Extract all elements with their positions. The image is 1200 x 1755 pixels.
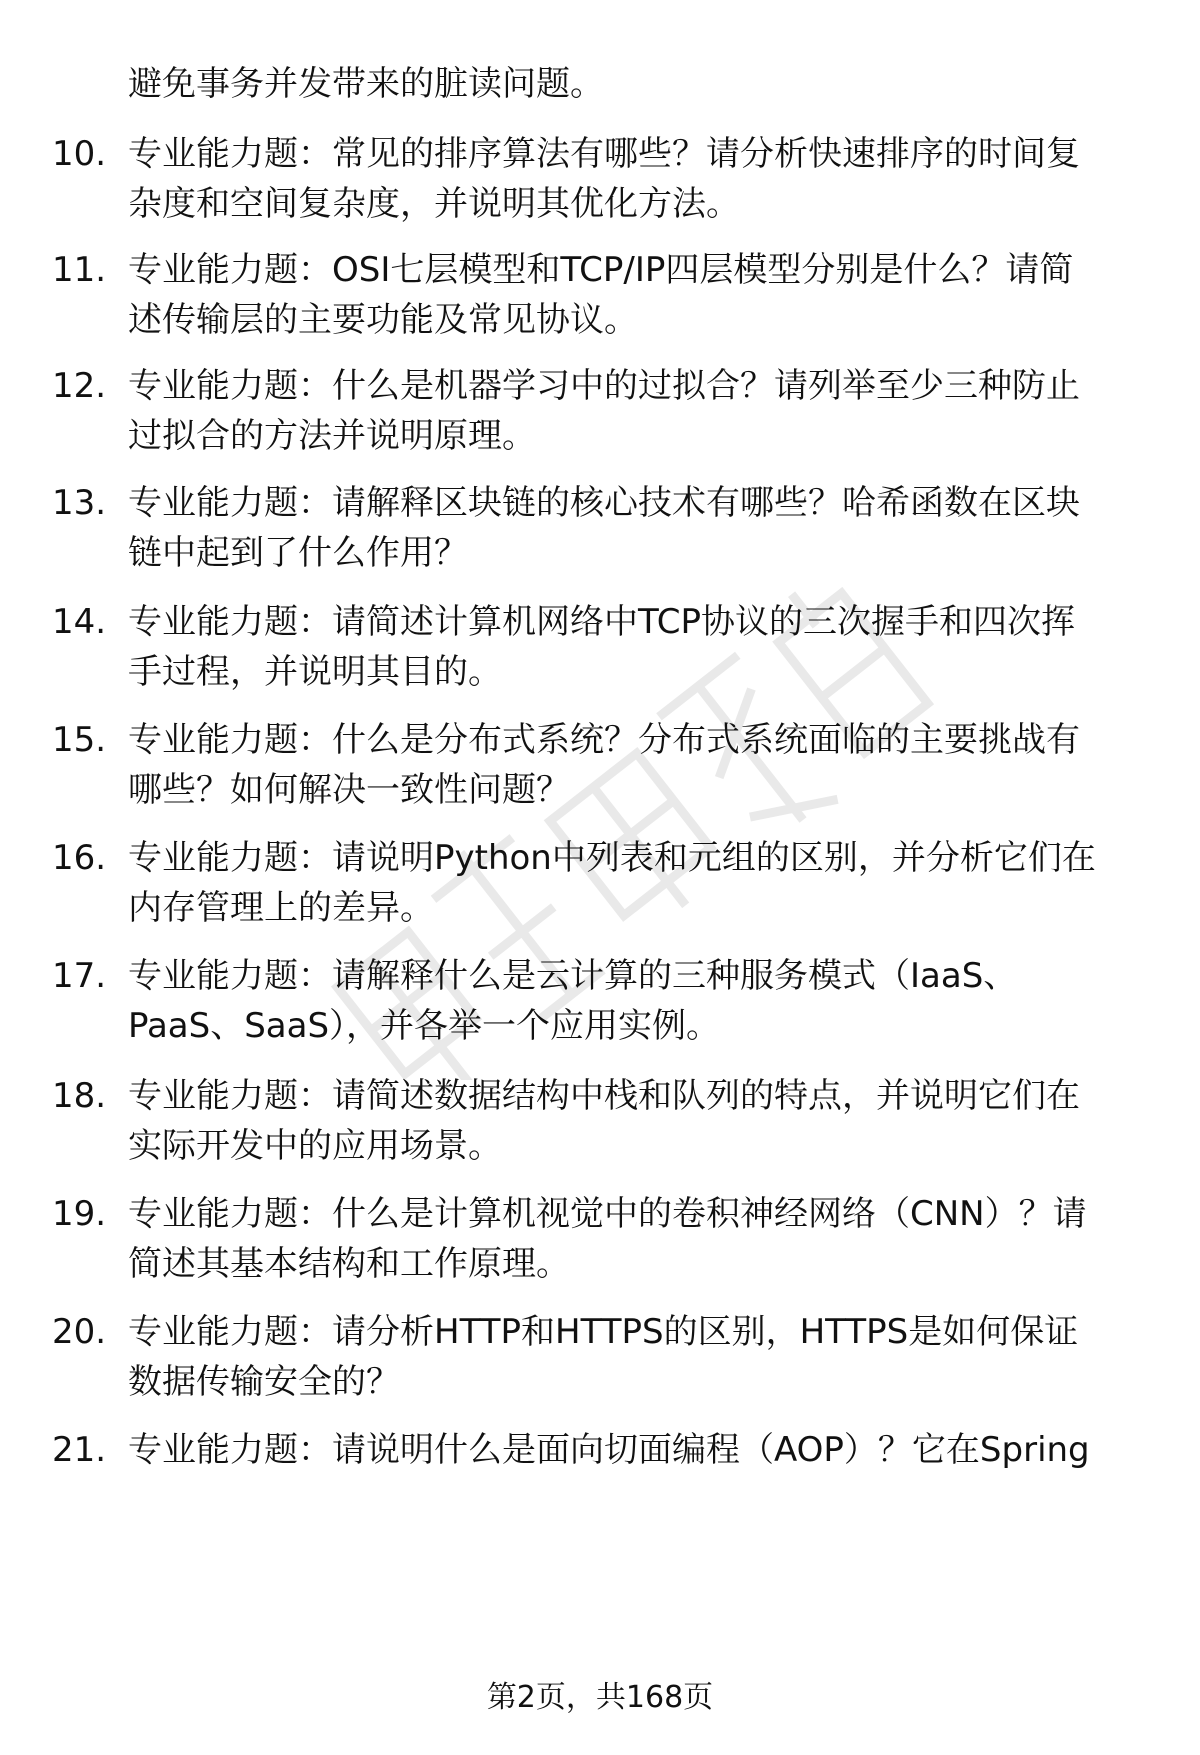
question-item — [52, 596, 1162, 706]
question-text-line: 专业能力题：请解释区块链的核心技术有哪些？哈希函数在区块 — [128, 483, 1080, 523]
question-item — [52, 832, 1162, 942]
question-number: 13. — [52, 483, 107, 523]
question-text-line: 专业能力题：什么是分布式系统？分布式系统面临的主要挑战有 — [128, 720, 1080, 760]
question-number: 18. — [52, 1076, 107, 1116]
question-item — [52, 714, 1162, 824]
question-text-line: 过拟合的方法并说明原理。 — [128, 416, 536, 456]
question-text-line: 实际开发中的应用场景。 — [128, 1126, 502, 1166]
question-item — [52, 1424, 1162, 1534]
question-item — [52, 360, 1162, 470]
question-text-line: 专业能力题：请解释什么是云计算的三种服务模式（IaaS、 — [128, 956, 1018, 996]
question-number: 21. — [52, 1430, 107, 1470]
question-text-line: 专业能力题：请简述数据结构中栈和队列的特点，并说明它们在 — [128, 1076, 1080, 1116]
question-number: 14. — [52, 602, 107, 642]
question-text-line: 专业能力题：什么是机器学习中的过拟合？请列举至少三种防止 — [128, 366, 1080, 406]
question-number: 15. — [52, 720, 107, 760]
question-item — [52, 1188, 1162, 1298]
question-text-line: 述传输层的主要功能及常见协议。 — [128, 300, 638, 340]
question-text-line: 专业能力题：请分析HTTP和HTTPS的区别，HTTPS是如何保证 — [128, 1312, 1079, 1352]
question-text-line: 专业能力题：请说明Python中列表和元组的区别，并分析它们在 — [128, 838, 1096, 878]
question-text-line: 手过程，并说明其目的。 — [128, 652, 502, 692]
question-text-line: 专业能力题：OSI七层模型和TCP/IP四层模型分别是什么？请简 — [128, 250, 1074, 290]
question-text-line: 内存管理上的差异。 — [128, 888, 434, 928]
question-item — [52, 950, 1162, 1060]
question-text-line: 专业能力题：什么是计算机视觉中的卷积神经网络（CNN）？请 — [128, 1194, 1087, 1234]
question-number: 16. — [52, 838, 107, 878]
question-number: 17. — [52, 956, 107, 996]
question-number: 10. — [52, 134, 107, 174]
question-text-line: 专业能力题：请简述计算机网络中TCP协议的三次握手和四次挥 — [128, 602, 1076, 642]
question-item — [52, 1070, 1162, 1180]
question-number: 11. — [52, 250, 107, 290]
question-text-line: 专业能力题：请说明什么是面向切面编程（AOP）？它在Spring — [128, 1430, 1090, 1470]
question-text-line: 数据传输安全的？ — [128, 1362, 400, 1402]
question-text-line: 专业能力题：常见的排序算法有哪些？请分析快速排序的时间复 — [128, 134, 1080, 174]
question-item — [52, 1306, 1162, 1416]
question-number: 20. — [52, 1312, 107, 1352]
page-footer: 第2页，共168页 — [486, 1680, 714, 1715]
question-item — [52, 477, 1162, 587]
question-number: 19. — [52, 1194, 107, 1234]
question-text-line: PaaS、SaaS），并各举一个应用实例。 — [128, 1006, 721, 1046]
question-item — [52, 128, 1162, 238]
continuation-text: 避免事务并发带来的脏读问题。 — [128, 64, 604, 104]
question-text-line: 哪些？如何解决一致性问题？ — [128, 770, 570, 810]
question-text-line: 简述其基本结构和工作原理。 — [128, 1244, 570, 1284]
question-text-line: 链中起到了什么作用？ — [128, 533, 468, 573]
question-item — [52, 244, 1162, 354]
question-number: 12. — [52, 366, 107, 406]
question-text-line: 杂度和空间复杂度，并说明其优化方法。 — [128, 184, 740, 224]
